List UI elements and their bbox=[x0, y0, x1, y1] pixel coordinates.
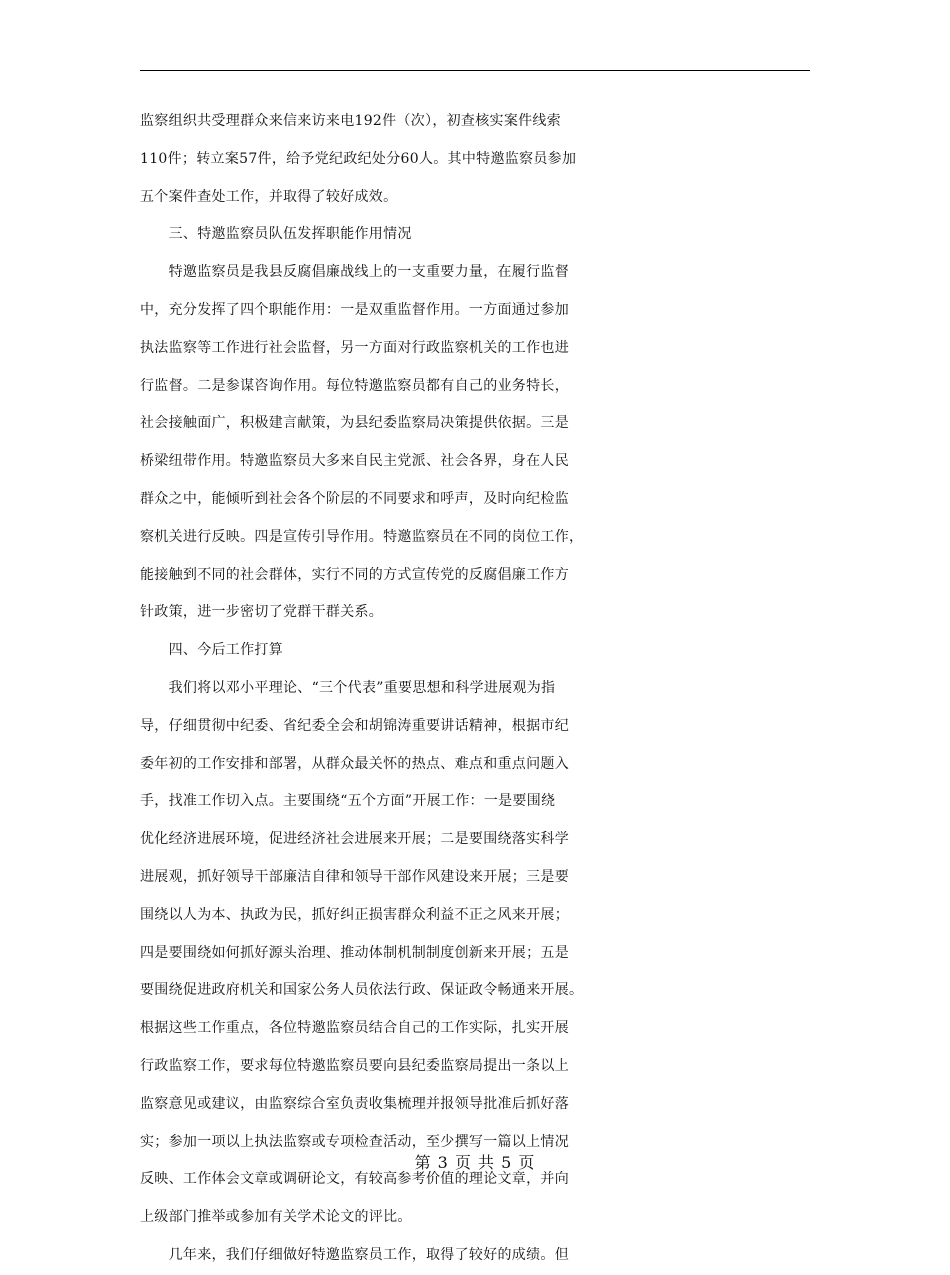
text-line: 特邀监察员是我县反腐倡廉战线上的一支重要力量，在履行监督 bbox=[140, 264, 569, 281]
text-line: 进展观，抓好领导干部廉洁自律和领导干部作风建设来开展；三是要 bbox=[140, 868, 569, 885]
text-line: 导，仔细贯彻中纪委、省纪委全会和胡锦涛重要讲话精神，根据市纪 bbox=[140, 717, 569, 734]
text-line: 察机关进行反映。四是宣传引导作用。特邀监察员在不同的岗位工作， bbox=[140, 528, 584, 545]
text-line: 几年来，我们仔细做好特邀监察员工作，取得了较好的成绩。但 bbox=[140, 1246, 569, 1263]
text-line: 上级部门推举或参加有关学术论文的评比。 bbox=[140, 1209, 412, 1226]
text-line: 中，充分发挥了四个职能作用：一是双重监督作用。一方面通过参加 bbox=[140, 301, 569, 318]
text-line: 我们将以邓小平理论、“三个代表”重要思想和科学进展观为指 bbox=[140, 679, 556, 696]
text-line: 五个案件查处工作，并取得了较好成效。 bbox=[140, 188, 398, 205]
section-heading: 三、特邀监察员队伍发挥职能作用情况 bbox=[140, 226, 412, 243]
text-line: 能接触到不同的社会群体，实行不同的方式宣传党的反腐倡廉工作方 bbox=[140, 566, 569, 583]
page-number-footer: 第 3 页 共 5 页 bbox=[414, 1153, 536, 1172]
text-line: 围绕以人为本、执政为民，抓好纠正损害群众利益不正之风来开展； bbox=[140, 906, 569, 923]
text-line: 反映、工作体会文章或调研论文，有较高参考价值的理论文章，并向 bbox=[140, 1171, 569, 1188]
text-line: 实；参加一项以上执法监察或专项检查活动，至少撰写一篇以上情况 bbox=[140, 1133, 569, 1150]
text-line: 社会接触面广，积极建言献策，为县纪委监察局决策提供依据。三是 bbox=[140, 415, 569, 432]
text-line: 根据这些工作重点，各位特邀监察员结合自己的工作实际，扎实开展 bbox=[140, 1020, 569, 1037]
text-line: 群众之中，能倾听到社会各个阶层的不同要求和呼声，及时向纪检监 bbox=[140, 490, 569, 507]
text-line: 手，找准工作切入点。主要围绕“五个方面”开展工作：一是要围绕 bbox=[140, 793, 556, 810]
body-text bbox=[140, 103, 820, 1275]
text-line: 优化经济进展环境，促进经济社会进展来开展；二是要围绕落实科学 bbox=[140, 831, 569, 848]
text-line: 四是要围绕如何抓好源头治理、推动体制机制制度创新来开展；五是 bbox=[140, 944, 569, 961]
text-line: 桥梁纽带作用。特邀监察员大多来自民主党派、社会各界，身在人民 bbox=[140, 453, 569, 470]
text-line: 110件；转立案57件，给予党纪政纪处分60人。其中特邀监察员参加 bbox=[140, 150, 577, 167]
text-line: 行监督。二是参谋咨询作用。每位特邀监察员都有自己的业务特长， bbox=[140, 377, 569, 394]
text-line: 监察意见或建议，由监察综合室负责收集梳理并报领导批准后抓好落 bbox=[140, 1095, 569, 1112]
text-line: 针政策，进一步密切了党群干群关系。 bbox=[140, 604, 384, 621]
text-line: 执法监察等工作进行社会监督，另一方面对行政监察机关的工作也进 bbox=[140, 339, 569, 356]
section-heading: 四、今后工作打算 bbox=[140, 642, 283, 659]
text-line: 委年初的工作安排和部署，从群众最关怀的热点、难点和重点问题入 bbox=[140, 755, 569, 772]
text-line: 要围绕促进政府机关和国家公务人员依法行政、保证政令畅通来开展。 bbox=[140, 982, 584, 999]
text-line: 监察组织共受理群众来信来访来电192件（次），初查核实案件线索 bbox=[140, 113, 562, 129]
text-line: 行政监察工作，要求每位特邀监察员要向县纪委监察局提出一条以上 bbox=[140, 1057, 569, 1074]
header-rule bbox=[140, 70, 810, 71]
